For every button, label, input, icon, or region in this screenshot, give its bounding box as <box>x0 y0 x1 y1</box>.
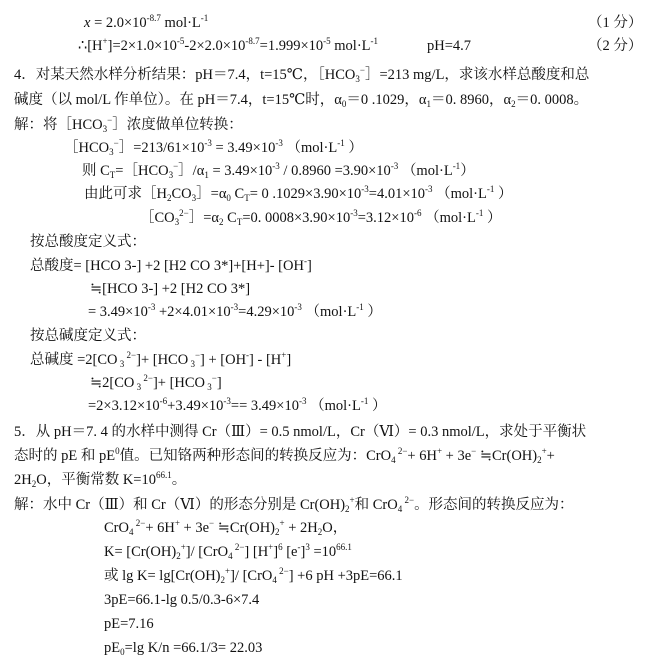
superscript: + <box>281 350 287 360</box>
subscript: 4 <box>397 504 403 514</box>
subscript: 3 <box>109 147 114 157</box>
acidity-definition-heading <box>30 233 146 251</box>
text-segment: （mol·L <box>306 398 361 414</box>
text-segment: =1.999×10 <box>259 38 324 54</box>
text-segment: 。 <box>171 472 187 488</box>
superscript: 66.1 <box>336 542 352 552</box>
superscript: 66.1 <box>155 470 172 480</box>
text-segment: （mol·L <box>301 304 357 320</box>
text-segment: ） <box>368 398 387 414</box>
superscript: - <box>246 350 250 360</box>
text-segment: ≒Cr(OH) <box>214 520 275 536</box>
text-segment: ［HCO <box>64 140 110 156</box>
text-segment: 总酸度= [HCO 3-] +2 [H2 CO 3*]+[H+]- [OH <box>30 258 304 274</box>
text-segment: ］=213 mg/L，求该水样总酸度和总 <box>364 67 590 83</box>
text-segment: = 2.0×10 <box>90 15 147 31</box>
subscript: 1 <box>426 99 432 109</box>
superscript: -3 <box>390 161 399 171</box>
text-segment: ） <box>344 140 363 156</box>
subscript: 3 <box>168 170 174 180</box>
pe-result <box>104 615 154 633</box>
subscript: 0 <box>226 193 231 203</box>
text-segment: = 3.49×10 <box>208 163 273 179</box>
superscript: 2− <box>141 373 153 383</box>
subscript: 2 <box>511 99 516 109</box>
superscript: -8.7 <box>146 13 161 23</box>
text-segment: ]+ [HCO <box>136 352 189 368</box>
text-segment: （mol·L <box>282 140 338 156</box>
text-segment: ] <box>306 258 312 274</box>
subscript: 2 <box>166 193 172 203</box>
subscript: 3 <box>174 217 180 227</box>
text-segment: ≒2[CO <box>90 375 135 391</box>
text-segment: =0. 0008×3.90×10 <box>242 210 351 226</box>
text-segment: + 2H <box>284 520 318 536</box>
text-segment: ] <box>286 352 292 368</box>
text-segment: 碱度（以 mol/L 作单位）。在 pH＝7.4，t=15℃时，α <box>14 92 342 108</box>
co3-calculation <box>140 209 501 227</box>
superscript: 2− <box>124 350 137 360</box>
text-segment: ＝0. 8960，α <box>431 92 512 108</box>
superscript: -6 <box>159 396 168 406</box>
subscript: 3 <box>134 382 142 392</box>
subscript: 3 <box>117 359 125 369</box>
text-segment: CO <box>171 186 192 202</box>
text-segment: ］=213/61×10 <box>118 140 205 156</box>
text-segment: 和 CrO <box>354 497 398 513</box>
text-segment: mol·L <box>330 38 371 54</box>
text-segment: 4．对某天然水样分析结果：pH＝7.4，t=15℃，［HCO <box>14 67 356 83</box>
text-segment: = 0 .1029×3.90×10 <box>249 186 362 202</box>
text-segment: =2×3.12×10 <box>88 398 160 414</box>
solution-5-intro <box>14 496 574 514</box>
text-segment: 按总酸度定义式： <box>30 234 146 250</box>
subscript: 4 <box>272 575 277 585</box>
subscript: 4 <box>128 527 134 537</box>
text-segment: 解：将［HCO <box>14 117 103 133</box>
text-segment: -2×2.0×10 <box>184 38 246 54</box>
superscript: + <box>268 542 274 552</box>
superscript: 6 <box>278 542 283 552</box>
text-segment: O，平衡常数 K=10 <box>36 472 156 488</box>
text-segment: 或 lg K= lg[Cr(OH) <box>104 568 221 584</box>
total-alkalinity-formula <box>30 351 291 369</box>
text-segment: ] <box>273 544 279 560</box>
text-segment: ] [H <box>244 544 269 560</box>
superscript: - <box>297 542 301 552</box>
text-segment: 3pE=66.1-lg 0.5/0.3-6×7.4 <box>104 592 260 608</box>
superscript: − <box>173 161 179 171</box>
text-segment: K= [Cr(OH) <box>104 544 177 560</box>
text-segment: ≒[HCO 3-] +2 [H2 CO 3*] <box>90 281 251 297</box>
subscript: 4 <box>228 551 233 561</box>
text-segment: ] +6 pH +3pE=66.1 <box>288 568 403 584</box>
text-segment: pE <box>104 640 121 656</box>
subscript: 1 <box>204 170 209 180</box>
text-segment: （mol·L <box>432 186 487 202</box>
hco3-conversion <box>64 139 363 157</box>
superscript: -1 <box>356 302 364 312</box>
text-segment: =10 <box>309 544 337 560</box>
text-segment: CrO <box>104 520 129 536</box>
text-segment: =4.01×10 <box>368 186 425 202</box>
superscript: - <box>303 256 307 266</box>
text-segment: 则 C <box>82 163 110 179</box>
total-acidity-approx <box>90 280 250 298</box>
superscript: − <box>211 373 217 383</box>
text-segment: ＝0. 0008。 <box>515 92 589 108</box>
ct-calculation <box>82 162 475 180</box>
superscript: -1 <box>475 208 484 218</box>
total-alkalinity-approx <box>90 374 222 392</box>
problem-4-statement-line1 <box>14 66 589 84</box>
superscript: − <box>471 446 477 456</box>
text-segment: ≒Cr(OH) <box>476 448 538 464</box>
text-segment: ） <box>494 186 513 202</box>
text-segment: ] <box>216 375 222 391</box>
text-segment: ] <box>300 544 306 560</box>
problem-5-statement-line3 <box>14 471 186 489</box>
superscript: -6 <box>413 208 422 218</box>
text-segment: 5．从 pH＝7. 4 的水样中测得 Cr（Ⅲ）= 0.5 nmol/L，Cr（Ⅵ）= 0.3 nmol/L，求处于平衡状 <box>14 424 587 440</box>
score-note-1: （1 分） <box>588 15 643 31</box>
superscript: 2− <box>276 566 289 576</box>
text-segment: ∴[H <box>78 38 103 54</box>
text-segment: +2×4.01×10 <box>155 304 231 320</box>
superscript: -5 <box>323 36 331 46</box>
subscript: T <box>109 170 116 180</box>
line-h-concentration <box>78 37 378 55</box>
text-segment: + 6H <box>407 448 437 464</box>
text-segment: ） <box>483 210 502 226</box>
solution-4-intro <box>14 116 243 134</box>
log-k-expression <box>104 567 403 585</box>
subscript: 2 <box>537 455 542 465</box>
superscript: -3 <box>425 184 433 194</box>
superscript: 0 <box>115 446 120 456</box>
superscript: + <box>349 495 355 505</box>
superscript: -3 <box>204 138 212 148</box>
alkalinity-definition-heading <box>30 327 146 345</box>
subscript: 0 <box>341 99 347 109</box>
subscript: 3 <box>191 193 197 203</box>
total-acidity-formula <box>30 257 312 275</box>
superscript: 3 <box>305 542 310 552</box>
text-segment: ］浓度做单位转换： <box>112 117 243 133</box>
text-segment: == 3.49×10 <box>230 398 299 414</box>
text-segment: + 6H <box>145 520 175 536</box>
superscript: -8.7 <box>245 36 260 46</box>
superscript: -1 <box>486 184 495 194</box>
superscript: + <box>102 36 108 46</box>
total-acidity-result <box>88 303 382 321</box>
text-segment: ） <box>363 304 382 320</box>
text-segment: ] - [H <box>249 352 282 368</box>
text-segment: [e <box>282 544 298 560</box>
text-segment: 态时的 pE 和 pE <box>14 448 116 464</box>
superscript: -3 <box>294 302 302 312</box>
text-segment: C <box>230 186 245 202</box>
superscript: -1 <box>370 36 379 46</box>
line-x-value <box>84 14 208 32</box>
text-segment: x <box>84 15 91 31</box>
subscript: 4 <box>391 455 396 465</box>
superscript: -5 <box>176 36 185 46</box>
superscript: + <box>225 566 231 576</box>
reaction-equation <box>104 519 347 537</box>
text-segment: mol·L <box>160 15 201 31</box>
text-segment: ［CO <box>140 210 175 226</box>
subscript: 2 <box>345 504 350 514</box>
text-segment: ]+ [HCO <box>152 375 206 391</box>
superscript: − <box>209 518 215 528</box>
problem-5-statement-line2 <box>14 447 555 465</box>
subscript: 2 <box>220 575 226 585</box>
equilibrium-constant <box>104 543 352 561</box>
superscript: -3 <box>147 302 156 312</box>
superscript: -3 <box>230 302 239 312</box>
text-segment: 。形态间的转换反应为： <box>414 497 574 513</box>
superscript: 2− <box>179 208 189 218</box>
superscript: -3 <box>361 184 369 194</box>
superscript: + <box>279 518 285 528</box>
superscript: -3 <box>350 208 358 218</box>
text-segment: ］=α <box>196 186 227 202</box>
text-segment: = 3.49×10 <box>88 304 148 320</box>
subscript: T <box>244 193 250 203</box>
superscript: -3 <box>223 396 231 406</box>
subscript: 2 <box>176 551 181 561</box>
subscript: T <box>236 217 243 227</box>
superscript: − <box>107 115 113 125</box>
text-segment: （mol·L <box>398 163 453 179</box>
h2co3-calculation <box>84 185 513 203</box>
text-segment: C <box>223 210 237 226</box>
subscript: 3 <box>102 124 108 134</box>
superscript: 2− <box>133 518 146 528</box>
subscript: 2 <box>31 479 37 489</box>
text-segment: ]=2×1.0×10 <box>107 38 177 54</box>
text-segment: / 0.8960 =3.90×10 <box>279 163 391 179</box>
text-segment: ]/ [CrO <box>230 568 273 584</box>
superscript: -1 <box>452 161 461 171</box>
subscript: 0 <box>120 647 125 657</box>
superscript: -1 <box>200 13 209 23</box>
superscript: -3 <box>298 396 307 406</box>
text-segment: 值。已知铬两种形态间的转换反应为：CrO <box>119 448 392 464</box>
superscript: + <box>180 542 186 552</box>
text-segment: 解：水中 Cr（Ⅲ）和 Cr（Ⅵ）的形态分别是 Cr(OH) <box>14 497 346 513</box>
text-segment: ] + [OH <box>200 352 247 368</box>
superscript: + <box>174 518 180 528</box>
text-segment: O， <box>322 520 348 536</box>
problem-4-statement-line2 <box>14 91 588 109</box>
superscript: 2− <box>232 542 245 552</box>
text-segment: ） <box>460 163 475 179</box>
total-alkalinity-result <box>88 397 386 415</box>
subscript: 2 <box>317 527 323 537</box>
ph-result: pH=4.7 <box>427 38 472 54</box>
superscript: − <box>113 138 119 148</box>
text-segment: （mol·L <box>421 210 476 226</box>
text-segment: +3.49×10 <box>167 398 224 414</box>
superscript: -3 <box>272 161 280 171</box>
superscript: 2− <box>402 495 415 505</box>
text-segment: + <box>546 448 555 464</box>
superscript: -3 <box>275 138 283 148</box>
text-segment: =［HCO <box>115 163 169 179</box>
text-segment: 总碱度 =2[CO <box>30 352 118 368</box>
subscript: 2 <box>275 527 280 537</box>
subscript: 2 <box>219 217 224 227</box>
text-segment: =4.29×10 <box>238 304 295 320</box>
superscript: 2− <box>395 446 408 456</box>
text-segment: =lg K/n =66.1/3= 22.03 <box>124 640 263 656</box>
text-segment: =3.12×10 <box>357 210 414 226</box>
text-segment: + 3e <box>179 520 210 536</box>
problem-5-statement-line1 <box>14 423 586 441</box>
text-segment: + 3e <box>442 448 472 464</box>
superscript: − <box>359 65 365 75</box>
subscript: 3 <box>205 382 212 392</box>
text-segment: 按总碱度定义式： <box>30 328 146 344</box>
text-segment: = 3.49×10 <box>211 140 276 156</box>
text-segment: ］/α <box>178 163 205 179</box>
pe0-result <box>104 639 262 657</box>
text-segment: 由此可求［H <box>84 186 167 202</box>
text-segment: 2H <box>14 472 32 488</box>
superscript: -1 <box>337 138 345 148</box>
text-segment: ＝0 .1029，α <box>346 92 427 108</box>
subscript: 3 <box>188 359 195 369</box>
superscript: + <box>436 446 443 456</box>
3pe-calculation <box>104 591 259 609</box>
text-segment: ］=α <box>188 210 220 226</box>
superscript: − <box>194 350 201 360</box>
text-segment: ]/ [CrO <box>185 544 229 560</box>
text-segment: pE=7.16 <box>104 616 154 632</box>
subscript: 3 <box>355 74 360 84</box>
superscript: -1 <box>360 396 369 406</box>
score-note-2: （2 分） <box>588 38 643 54</box>
superscript: + <box>541 446 547 456</box>
